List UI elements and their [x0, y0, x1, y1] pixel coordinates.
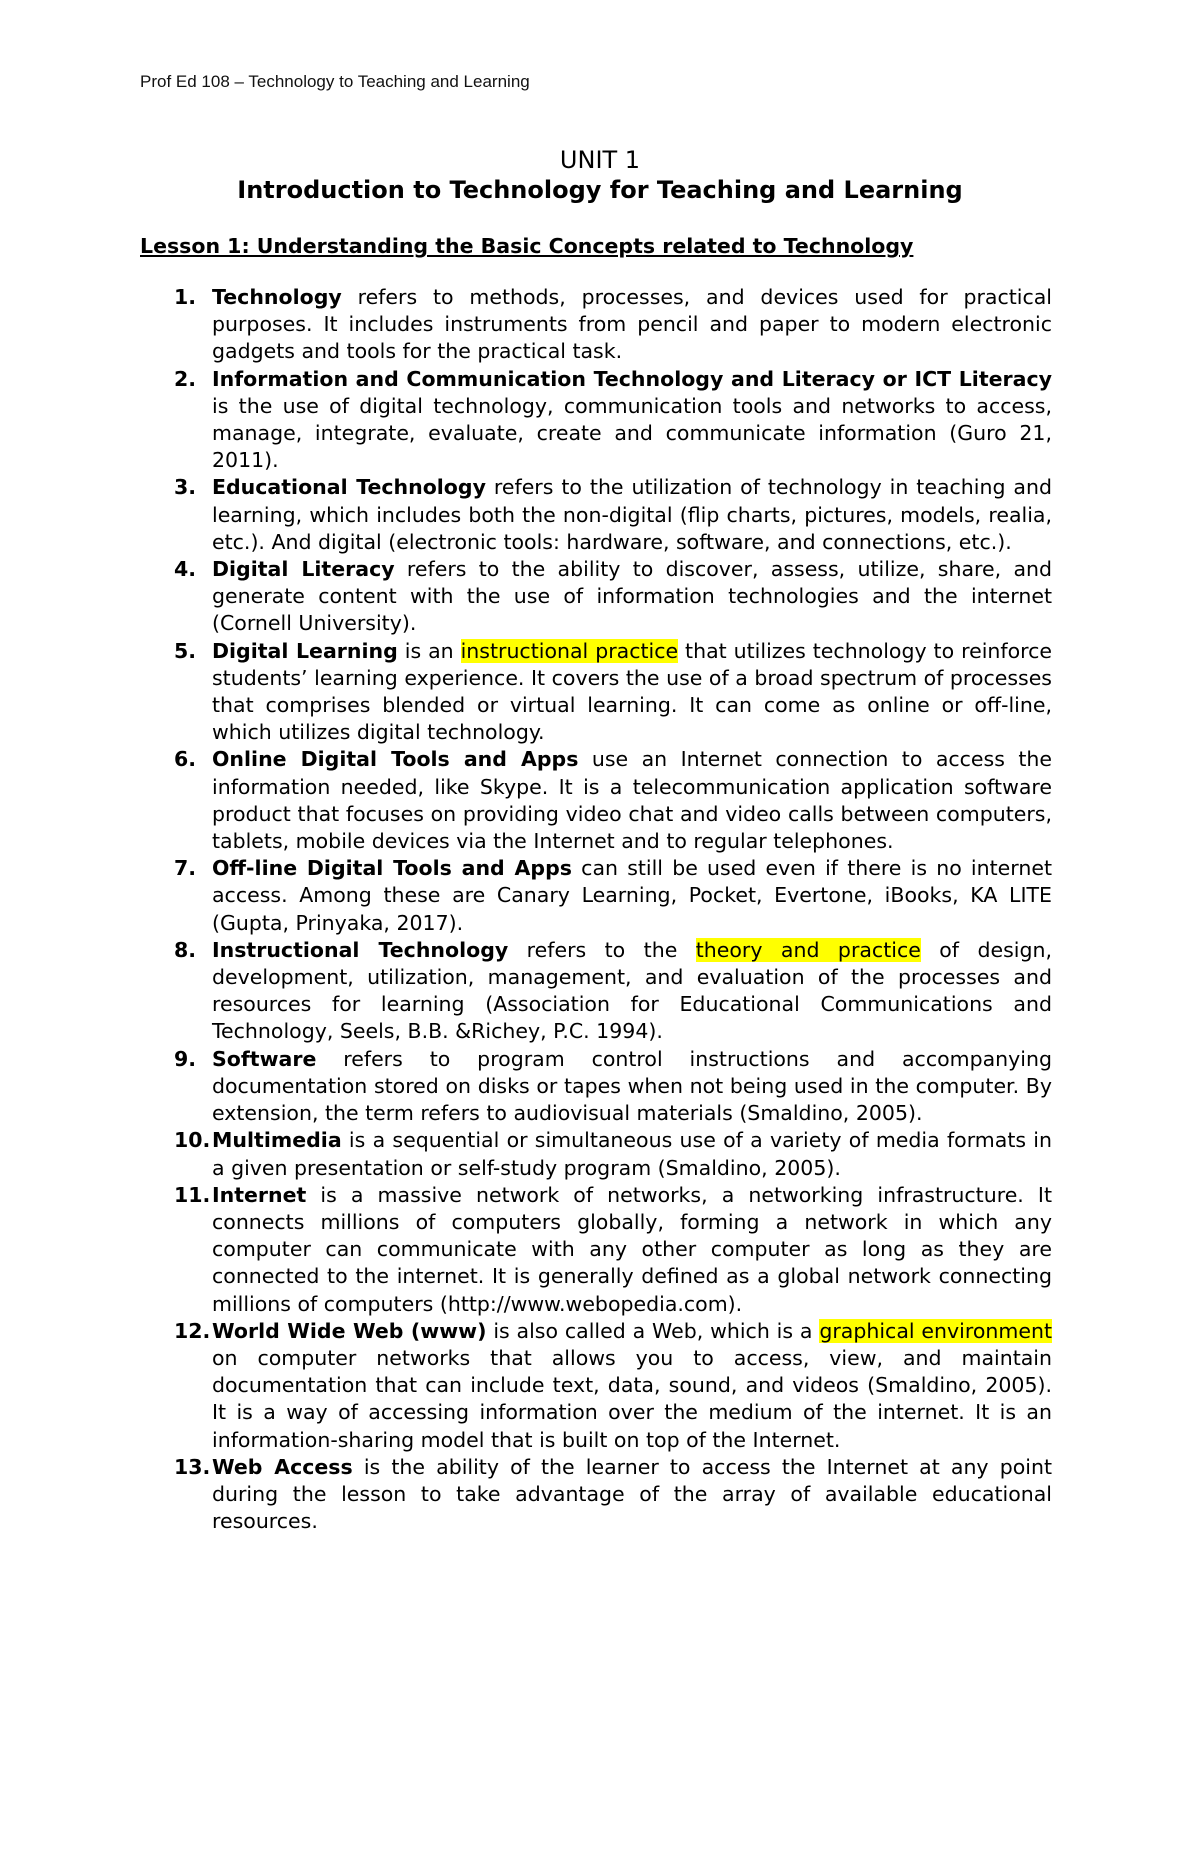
term-name: Multimedia — [212, 1128, 342, 1153]
term-name: Digital Learning — [212, 638, 398, 663]
list-item-number: 9. — [174, 1046, 197, 1071]
list-item-text — [212, 746, 1052, 855]
list-item — [0, 855, 1200, 937]
definition-text: that utilizes technology to reinforce students’ learning experience. It covers the use of a broad spectrum of processes that comprises blended or virtual learning. It can come as online or off-line, which utilizes digital technology. — [212, 638, 1052, 745]
definition-text: refers to methods, processes, and devices used for practical purposes. It includes instruments from pencil and paper to modern electronic gadgets and tools for the practical task. — [212, 285, 1052, 364]
term-name: Online Digital Tools and Apps — [212, 747, 579, 772]
list-item-number: 2. — [174, 366, 197, 391]
list-item — [0, 1454, 1200, 1536]
definition-text: is the use of digital technology, communication tools and networks to access, manage, integrate, evaluate, create and communicate information (Guro 21, 2011). — [212, 393, 1052, 473]
definition-text: refers to program control instructions and accompanying documentation stored on disks or tapes when not being used in the computer. By extension, the term refers to audiovisual materials (Smaldino, 2005). — [212, 1046, 1052, 1126]
highlighted-phrase: theory and practice — [695, 937, 921, 962]
term-name: Educational Technology — [212, 475, 486, 500]
list-item-text — [212, 284, 1052, 366]
term-name: Internet — [212, 1182, 307, 1207]
list-item-text — [212, 1127, 1052, 1181]
list-item-number: 3. — [174, 475, 197, 500]
definition-text: is the ability of the learner to access the Internet at any point during the lesson to take advantage of the array of available educational resources. — [212, 1454, 1052, 1534]
list-item-number: 6. — [174, 747, 197, 772]
list-item-text — [212, 474, 1052, 556]
definition-text: of design, development, utilization, management, and evaluation of the processes and resources for learning (Association for Educational Communications and Technology, Seels, B.B. &Richey, P.C. 1994). — [212, 937, 1052, 1044]
lesson-heading: Lesson 1: Understanding the Basic Concepts related to Technology — [140, 234, 914, 258]
highlighted-phrase: instructional practice — [460, 638, 679, 663]
term-name: World Wide Web (www) — [212, 1318, 487, 1343]
definition-text: use an Internet connection to access the information needed, like Skype. It is a telecommunication application software product that focuses on providing video chat and video calls between computers, tablets, mobile devices via the Internet and to regular telephones. — [212, 747, 1052, 854]
list-item-text — [212, 855, 1052, 937]
list-item-number: 5. — [174, 638, 197, 663]
list-item — [0, 556, 1200, 638]
definition-text: can still be used even if there is no internet access. Among these are Canary Learning, Pocket, Evertone, iBooks, KA LITE (Gupta, Prinyaka, 2017). — [212, 856, 1052, 935]
list-item-number: 13. — [174, 1454, 211, 1479]
unit-heading: UNIT 1 — [559, 146, 641, 174]
list-item-number: 12. — [174, 1318, 211, 1343]
definition-text: on computer networks that allows you to access, view, and maintain documentation that can include text, data, sound, and videos (Smaldino, 2005). It is a way of accessing information over the medium of the internet. It is an information-sharing model that is built on top of the Internet. — [212, 1345, 1052, 1452]
term-name: Digital Literacy — [212, 557, 395, 582]
term-name: Software — [212, 1046, 317, 1071]
term-name: Web Access — [212, 1454, 353, 1479]
list-item-text — [212, 1318, 1052, 1454]
term-name: Off-line Digital Tools and Apps — [212, 856, 572, 881]
list-item-text — [212, 638, 1052, 747]
list-item-text — [212, 937, 1052, 1046]
list-item-text — [212, 1182, 1052, 1318]
list-item-number: 10. — [174, 1128, 211, 1153]
list-item — [0, 1318, 1200, 1454]
list-item — [0, 937, 1200, 1046]
list-item — [0, 1127, 1200, 1181]
definition-text: refers to the ability to discover, assess, utilize, share, and generate content with the use of information technologies and the internet (Cornell University). — [212, 557, 1053, 636]
list-item — [0, 1046, 1200, 1128]
definition-text: is a massive network of networks, a networking infrastructure. It connects millions of computers globally, forming a network in which any computer can communicate with any other computer as long as they are connected to the internet. It is generally defined as a global network connecting millions of computers (http://www.webopedia.com). — [212, 1182, 1052, 1316]
list-item-text — [212, 1046, 1052, 1128]
definition-text: refers to the — [508, 937, 696, 962]
term-name: Information and Communication Technology and Literacy or ICT Literacy — [212, 366, 1052, 391]
list-item-number: 8. — [174, 937, 197, 962]
list-item — [0, 284, 1200, 366]
list-item-number: 4. — [174, 557, 197, 582]
unit-title: Introduction to Technology for Teaching and Learning — [237, 176, 963, 204]
list-item-text — [212, 366, 1052, 475]
list-item — [0, 746, 1200, 855]
list-item-text — [212, 556, 1052, 638]
definition-text: is a sequential or simultaneous use of a variety of media formats in a given presentation or self-study program (Smaldino, 2005). — [212, 1128, 1052, 1180]
list-item-number: 11. — [174, 1182, 211, 1207]
definition-text: is an — [397, 638, 461, 663]
page-header: Prof Ed 108 – Technology to Teaching and Learning — [140, 72, 530, 91]
list-item — [0, 1182, 1200, 1318]
definition-list — [0, 284, 1200, 1535]
list-item — [0, 638, 1200, 747]
term-name: Instructional Technology — [212, 937, 509, 962]
term-name: Technology — [212, 285, 342, 309]
list-item — [0, 366, 1200, 475]
list-item — [0, 474, 1200, 556]
list-item-number: 7. — [174, 856, 197, 881]
definition-text: refers to the utilization of technology in teaching and learning, which includes both the non-digital (flip charts, pictures, models, realia, etc.). And digital (electronic tools: hardware, software, and connections, etc.). — [212, 475, 1052, 554]
highlighted-phrase: graphical environment — [819, 1318, 1052, 1343]
list-item-text — [212, 1454, 1052, 1536]
list-item-number: 1. — [174, 285, 197, 309]
definition-text: is also called a Web, which is a — [486, 1318, 820, 1343]
